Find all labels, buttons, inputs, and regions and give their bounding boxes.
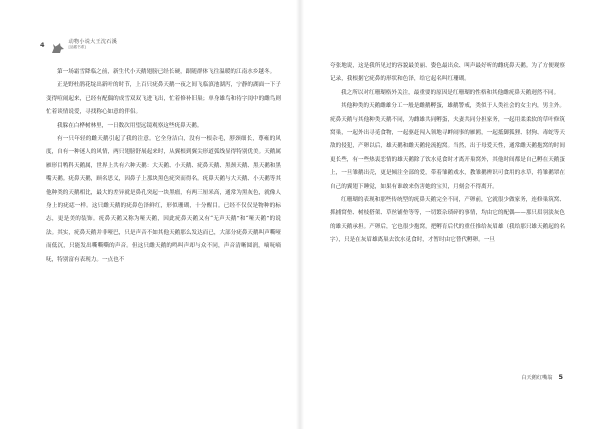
page-number: 5 (558, 373, 563, 381)
right-page (302, 0, 600, 429)
running-footer (521, 373, 563, 381)
right-page-body (330, 60, 565, 248)
paragraph: 我躲在白桦树林里，一日数次用望远镜观察这些疣鼻天鹅。 (57, 122, 203, 129)
paragraph: 有一只年轻的雌天鹅引起了我的注意。它全身洁白，没有一根杂毛，脖颈细长，尊雍的风度，自有一种迷人的风情，两只翅膀舒展起来时，从翼根到翼尖形道弧线显得特别优美。天鹅属雁形目鸭科天鹅属，世界上共有六种天鹅：大天鹅、小天鹅、疣鼻天鹅、黑颈天鹅、黑天鹅和黑嘴天鹅。疣鼻天鹅，顾名思义，因鼻子上那块黑色疣突而得名。疣鼻天鹅与大天鹅、小天鹅等其他种类的天鹅相比，最大的差异就是鼻孔突起一块黑瘤，有两三厘米高，通常为黑灰色，就像人身上的疣痣一样。这只雌天鹅的疣鼻色泽鲜红，形似珊瑚，十分醒目。已经不仅仅是物种的标志，更是美的装饰。疣鼻天鹅又称为哑天鹅，因此疣鼻天鹅又有“无声天鹅”和“哑天鹅”的说法。其实，疣鼻天鹅并非哑巴，只是声音不如其他天鹅那么发达而已，大部分疣鼻天鹅叫声嘶哑而低沉，只能发出嘶嘶嘶的声音。但这只雌天鹅的鸣叫声却与众不同，声音清晰圆润，嘀呒嘀呒，特别富有表现力。一点也不 (46, 136, 281, 263)
running-header (40, 38, 117, 52)
left-page (0, 0, 298, 429)
paragraph: 红珊瑚的表现和那些传统型的疣鼻天鹅完全不同，产卵前，它就很少做家务，连修巢筑窝、抓捕窝垫、树枝搭架、草丝铺垫等等，一切繁杂琐碎的事情，均由它的配偶——那只眉羽淡灰色的雄天鹅承担。产卵后，它也很少抱窝，把孵育后代的重任推给灰眉雄（我给那只雄天鹅起的名字），只是在灰眉雄离巢去饮水觅食时，才暂时由它替代孵卵。一旦 (330, 197, 565, 244)
left-page-body (46, 66, 281, 267)
series-subtitle: [品藏书系] (68, 44, 86, 49)
series-title-block (69, 40, 118, 49)
series-title: 动物小说大王沈石溪 (68, 39, 118, 46)
paragraph: 第一场霜雪降临之前，新生代小天鹅翅膀已经长硬，跟随群体飞往温暖的江南水乡越冬。 (57, 69, 276, 75)
wolf-logo-icon (51, 39, 65, 51)
paragraph: 夸张地说，这是我所见过的容貌最美丽、姿色最出众、叫声最好听的雌疣鼻天鹅。为了方便观察记录，我根据它疣鼻的形状和色泽，给它起名叫红珊瑚。 (330, 63, 565, 83)
chapter-title: 白天鹅红嘴翁 (521, 374, 553, 381)
paragraph: 正是野杜鹃花绽出新叶的时节，上百只疣鼻天鹅一夜之间飞临滇池湖泻，宁静的湖面一下子变得喧闹起来，已经有配偶的成雪双双飞进飞出，忙着修补旧巢；单身雄鸟和待字闺中的雌鸟则忙着谈情说爱，寻找称心如意的伴侣。 (46, 82, 281, 116)
paragraph: 我之所以对红珊瑚格外关注，最重要的原因是红珊瑚的性格和其他雌疣鼻天鹅迥然不同。 (341, 89, 560, 96)
page-number: 4 (40, 41, 45, 49)
paragraph: 其他种类的天鹅雌雄分工一般是雌鹅孵蛋，雄鹅警戒，类似于人类社会的女主内，男主外。疣鼻天鹅与其他种类天鹅不同，为雌雄共同孵蛋，夫妻共同分担家务，一起用柔柔软的草叶修筑窝巢，一起外出寻觅食物，一起驱赶闯入领地寻衅闹事的雁鸥，一起抵御狐狸、豺狗、毒蛇等天敌的侵犯，产卵以后，雄天鹅和雌天鹅轮流抱窝。当然，出于母爱天性，通常雌天鹅抱窝的时间更长些，有一些热衷恋情的雄天鹅除了饮水觅食时才离开巢窝外，其他时间都是自己孵在天鹅蛋上，一旦雏鹅出壳，更是倾注全部的爱，带着雏鹅戏水，教雏鹅辨识可食用的水草，将雏鹅罩在自己的翼翅下睡觉，如果有谁敢来伤害她的宝贝，月刻会不得离开。 (330, 103, 565, 190)
